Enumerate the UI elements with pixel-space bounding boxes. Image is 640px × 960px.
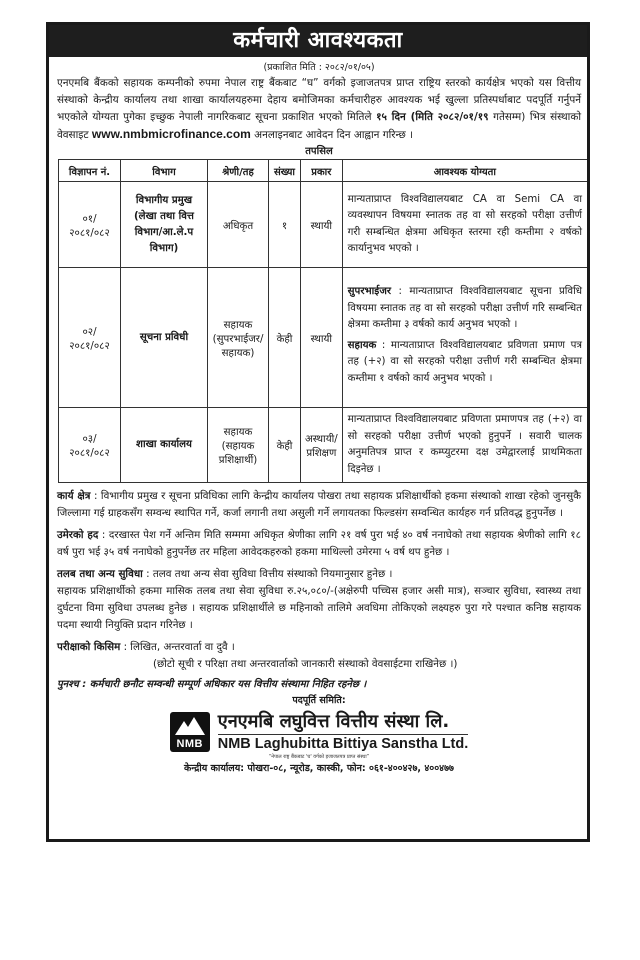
job-advertisement <box>46 22 590 842</box>
type: अस्थायी/ प्रशिक्षण <box>301 408 343 483</box>
ad-no: ०३/ २०८१/०८२ <box>59 408 121 483</box>
postscript: पुनश्च : कर्मचारी छनौट सम्वन्धी सम्पूर्ण अधिकार यस वित्तीय संस्थामा निहित रहनेछ । <box>57 679 367 690</box>
org-tagline: “नेपाल राष्ट्र बैंकबाट 'घ' वर्गको इजाजतपत्र प्राप्त संस्था” <box>268 754 370 760</box>
col-type: प्रकार <box>301 160 343 182</box>
col-ad-no: विज्ञापन नं. <box>59 160 121 182</box>
ad-no: ०१/ २०८१/०८२ <box>59 182 121 268</box>
level: अधिकृत <box>208 182 269 268</box>
department: विभागीय प्रमुख (लेखा तथा वित्त विभाग/आ.ले.प विभाग) <box>121 182 208 268</box>
exam-section: परीक्षाको किसिम : लिखित, अन्तरवार्ता वा दुवै । <box>57 641 235 653</box>
salary-label: तलब तथा अन्य सुविधा <box>57 568 143 580</box>
col-department: विभाग <box>121 160 208 182</box>
age-limit-section: उमेरको हद : दरखास्त पेश गर्ने अन्तिम मिति सम्ममा अधिकृत श्रेणीका लागि २१ वर्ष पुरा भई ४० वर्ष ननाघेको तथा सहायक श्रेणीको लागि १८ वर्ष पुरा भई ३५ वर्ष ननाघेको हुनुपर्नेछ तर महिला आवेदकहरुको हकमा माथिल्लो उमेरमा ५ वर्ष थप हुनेछ । <box>57 529 581 558</box>
count: केही <box>269 268 301 408</box>
exam-note: (छोटो सूची र परिक्षा तथा अन्तरवार्ताको जानकारी संस्थाको वेवसाईटमा राखिनेछ ।) <box>153 658 458 670</box>
table-row <box>59 408 588 483</box>
deadline: १५ दिन (मिति २०८२/०१/१९ <box>376 111 489 123</box>
table-caption: तपसिल <box>305 146 333 157</box>
exam-label: परीक्षाको किसिम <box>57 641 121 653</box>
logo-text: NMB <box>176 738 204 750</box>
level: सहायक (सुपरभाईजर/ सहायक) <box>208 268 269 408</box>
organization-brand <box>57 711 581 753</box>
qualification: मान्यताप्राप्त विश्वविद्यालयबाट CA वा Semi CA वा व्यवस्थापन विषयमा स्नातक तह वा सो सरहको परीक्षा उत्तीर्ण गरी सम्बन्धित क्षेत्रमा अधिकृत स्तरमा रही कम्तीमा २ वर्षको कार्यानुभव भएको । <box>342 182 587 268</box>
salary-section: तलब तथा अन्य सुविधा : तलव तथा अन्य सेवा सुविधा वित्तीय संस्थाको नियमानुसार हुनेछ । सहायक प्रशिक्षार्थीको हकमा मासिक तलब तथा सेवा सुविधा रु.२५,०८०/-(अक्षेरुपी पच्चिस हजार असी मात्र), सञ्चार सुविधा, स्वास्थ्य तथा दुर्घटना विमा सुविधा उपलब्ध हुनेछ । सहायक प्रशिक्षार्थीले छ महिनाको तालिमे अवधिमा तोकिएको लक्ष्यहरु पुरा गरे पश्चात कनिष्ठ सहायक पदमा स्थायी नियुक्ति प्रदान गरिनेछ । <box>57 568 581 631</box>
table-row <box>59 268 588 408</box>
mountain-icon <box>175 717 205 735</box>
qualification-supervisor: सुपरभाईजर : मान्यताप्राप्त विश्वविद्यालयबाट सूचना प्रविधि विषयमा स्नातक तह वा सो सरहको परीक्षा उत्तीर्ण गरि सम्बन्धित क्षेत्रमा कम्तीमा ३ वर्षको कार्य अनुभव भएको । <box>347 286 582 330</box>
qualification-assistant: सहायक : मान्यताप्राप्त विश्वविद्यालयबाट प्रविणता प्रमाण पत्र तह (+२) वा सो सरहको परीक्षा उत्तीर्ण गरी सम्बन्धित क्षेत्रमा कम्तीमा १ वर्षको कार्य अनुभव भएको । <box>347 339 582 384</box>
count: १ <box>269 182 301 268</box>
ad-no: ०२/ २०८१/०८२ <box>59 268 121 408</box>
col-qualification: आवश्यक योग्यता <box>342 160 587 182</box>
salary-trainee-details: सहायक प्रशिक्षार्थीको हकमा मासिक तलब तथा सेवा सुविधा रु.२५,०८०/-(अक्षेरुपी पच्चिस हजार असी मात्र), सञ्चार सुविधा, स्वास्थ्य तथा दुर्घटना विमा सुविधा उपलब्ध हुनेछ । सहायक प्रशिक्षार्थीले छ महिनाको तालिमे अवधिमा तोकिएको लक्ष्यहरु पुरा गरे पश्चात कनिष्ठ सहायक पदमा स्थायी नियुक्ति प्रदान गरिनेछ । <box>57 585 581 631</box>
intro-paragraph: एनएमबि बैंकको सहायक कम्पनीको रुपमा नेपाल राष्ट्र बैंकबाट “घ” वर्गको इजाजतपत्र प्राप्त राष्ट्रिय स्तरको कार्यक्षेत्र भएको यस वित्तीय संस्थाको केन्द्रीय कार्यालय तथा शाखा कार्यालयहरुमा देहाय बमोजिमका कर्मचारीहरु आवश्यक भई खुल्ला प्रतिस्पर्धाबाट पदपूर्ति गर्नुपर्ने भएकोले योग्यता पुगेका इच्छुक नेपाली नागरिकबाट सूचना प्रकाशित भएको मितिले १५ दिन (मिति २०८२/०१/१९ गतेसम्म) भित्र संस्थाको वेवसाइट www.nmbmicrofinance.com अनलाइनबाट आवेदन दिन आह्वान गरिन्छ । <box>57 77 582 141</box>
table-row <box>59 182 588 268</box>
department: सूचना प्रविधी <box>121 268 208 408</box>
department: शाखा कार्यालय <box>121 408 208 483</box>
col-level: श्रेणी/तह <box>208 160 269 182</box>
type: स्थायी <box>301 268 343 408</box>
level: सहायक (सहायक प्रशिक्षार्थी) <box>208 408 269 483</box>
website-link[interactable]: www.nmbmicrofinance.com <box>91 127 251 141</box>
ad-title: कर्मचारी आवश्यकता <box>49 25 587 57</box>
published-date: (प्रकाशित मिति : २०८२/०१/०५) <box>263 62 375 73</box>
table-header-row <box>59 160 588 182</box>
work-area-label: कार्य क्षेत्र <box>57 490 91 502</box>
qualification <box>342 268 587 408</box>
head-office-address: केन्द्रीय कार्यालय: पोखरा-०८, न्यूरोड, कास्की, फोन: ०६१-४००४२७, ४००४७७ <box>184 763 454 774</box>
type: स्थायी <box>301 182 343 268</box>
qualification: मान्यताप्राप्त विश्वविद्यालयबाट प्रविणता प्रमाणपत्र तह (+२) वा सो सरहको परीक्षा उत्तीर्ण भएको हुनुपर्ने । सवारी चालक अनुमतिपत्र प्राप्त र कम्प्युटरमा दक्ष उमेद्वारलाई प्राथमिकता दिइनेछ । <box>342 408 587 483</box>
count: केही <box>269 408 301 483</box>
col-count: संख्या <box>269 160 301 182</box>
work-area-section: कार्य क्षेत्र : विभागीय प्रमुख र सूचना प्रविधिका लागि केन्द्रीय कार्यालय पोखरा तथा सहायक प्रशिक्षार्थीको हकमा संस्थाको शाखा रहेको जुनसुकै जिल्लामा गई ग्राहकसँग सम्वन्ध स्थापित गर्ने, कर्जा लगानी तथा असुली गर्ने लगायतका फिल्डसंग सम्वन्धित कार्यहरु गर्न प्रतिवद्ध हुनुपर्नेछ । <box>57 490 581 519</box>
org-name-nepali: एनएमबि लघुवित्त वित्तीय संस्था लि. <box>218 711 469 735</box>
age-limit-label: उमेरको हद <box>57 529 99 541</box>
nmb-logo <box>170 712 210 752</box>
recruitment-committee: पदपूर्ति समिति: <box>292 695 346 706</box>
org-name-english: NMB Laghubitta Bittiya Sanstha Ltd. <box>217 736 469 752</box>
vacancy-table <box>58 159 588 483</box>
